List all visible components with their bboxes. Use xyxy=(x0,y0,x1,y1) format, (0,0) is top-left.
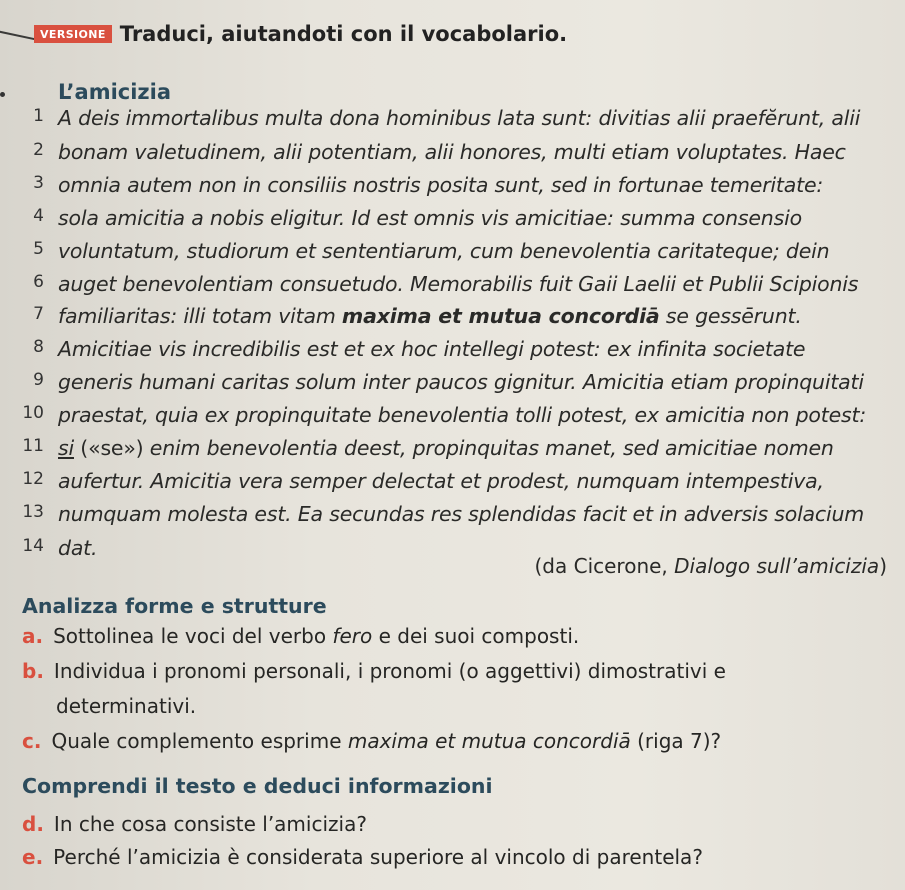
line-text-part: se gessērunt. xyxy=(659,304,802,328)
page-dot xyxy=(0,92,5,97)
underlined-word: si xyxy=(58,436,74,460)
question-e xyxy=(22,845,703,869)
gloss: («se») xyxy=(73,436,150,460)
question-c-letter: c. xyxy=(22,729,42,753)
question-b-letter: b. xyxy=(22,659,44,683)
question-d xyxy=(22,812,367,836)
question-b-text: Individua i pronomi personali, i pronomi (o aggettivi) dimostrativi e xyxy=(53,659,726,683)
question-c xyxy=(22,729,721,753)
line-text: dat. xyxy=(58,536,98,560)
line-number: 12 xyxy=(22,469,44,489)
line-text: generis humani caritas solum inter paucos gignitur. Amicitia etiam propinquitati xyxy=(58,370,864,394)
question-e-text: Perché l’amicizia è considerata superiore al vincolo di parentela? xyxy=(53,845,703,869)
question-a-letter: a. xyxy=(22,624,44,648)
line-text: bonam valetudinem, alii potentiam, alii honores, multi etiam voluptates. Haec xyxy=(58,140,846,164)
line-number: 7 xyxy=(33,304,44,324)
line-text xyxy=(58,304,802,328)
line-text-part: enim benevolentia deest, propinquitas manet, sed amicitiae nomen xyxy=(149,436,834,460)
line-number: 10 xyxy=(22,403,44,423)
question-a-text-end: e dei suoi composti. xyxy=(372,624,580,648)
text-title: L’amicizia xyxy=(58,80,172,104)
line-text: sola amicitia a nobis eligitur. Id est omnis vis amicitiae: summa consensio xyxy=(58,206,802,230)
line-text: praestat, quia ex propinquitate benevolentia tolli potest, ex amicitia non potest: xyxy=(58,403,867,427)
question-d-text: In che cosa consiste l’amicizia? xyxy=(53,812,367,836)
line-text xyxy=(58,436,834,460)
text-source xyxy=(535,554,888,578)
line-number: 14 xyxy=(22,536,44,556)
question-b xyxy=(22,659,726,683)
line-number: 1 xyxy=(33,106,44,126)
line-text: voluntatum, studiorum et sententiarum, cum benevolentia caritateque; dein xyxy=(58,239,830,263)
line-number: 2 xyxy=(33,140,44,160)
line-number: 13 xyxy=(22,502,44,522)
source-title: Dialogo sull’amicizia xyxy=(674,554,880,578)
line-number: 4 xyxy=(33,206,44,226)
question-e-letter: e. xyxy=(22,845,44,869)
line-number: 6 xyxy=(33,272,44,292)
question-c-text-end: (riga 7)? xyxy=(630,729,722,753)
source-prefix: (da Cicerone, xyxy=(534,554,675,578)
question-c-phrase: maxima et mutua concordiā xyxy=(347,729,631,753)
line-number: 5 xyxy=(33,239,44,259)
exercise-instruction: Traduci, aiutandoti con il vocabolario. xyxy=(119,22,568,46)
line-number: 11 xyxy=(22,436,44,456)
section-analizza-title: Analizza forme e strutture xyxy=(22,594,327,618)
line-text: aufertur. Amicitia vera semper delectat et prodest, numquam intempestiva, xyxy=(58,469,824,493)
question-a-verb: fero xyxy=(332,624,373,648)
line-text: Amicitiae vis incredibilis est et ex hoc intellegi potest: ex infinita societate xyxy=(58,337,806,361)
source-suffix: ) xyxy=(879,554,887,578)
versione-badge: VERSIONE xyxy=(34,25,112,43)
bold-phrase: maxima et mutua concordiā xyxy=(341,304,660,328)
line-text-part: familiaritas: illi totam vitam xyxy=(58,304,342,328)
line-number: 8 xyxy=(33,337,44,357)
question-a-text: Sottolinea le voci del verbo xyxy=(53,624,333,648)
line-text: A deis immortalibus multa dona hominibus lata sunt: divitias alii praefĕrunt, alii xyxy=(58,106,861,130)
question-a xyxy=(22,624,579,648)
line-number: 9 xyxy=(33,370,44,390)
line-text: auget benevolentiam consuetudo. Memorabilis fuit Gaii Laelii et Publii Scipionis xyxy=(58,272,859,296)
section-comprendi-title: Comprendi il testo e deduci informazioni xyxy=(22,774,493,798)
question-d-letter: d. xyxy=(22,812,44,836)
line-number: 3 xyxy=(33,173,44,193)
question-c-text: Quale complemento esprime xyxy=(51,729,348,753)
line-text: numquam molesta est. Ea secundas res splendidas facit et in adversis solacium xyxy=(58,502,865,526)
exercise-header xyxy=(34,22,567,46)
question-b-continuation: determinativi. xyxy=(56,694,197,718)
line-text: omnia autem non in consiliis nostris posita sunt, sed in fortunae temeritate: xyxy=(58,173,824,197)
